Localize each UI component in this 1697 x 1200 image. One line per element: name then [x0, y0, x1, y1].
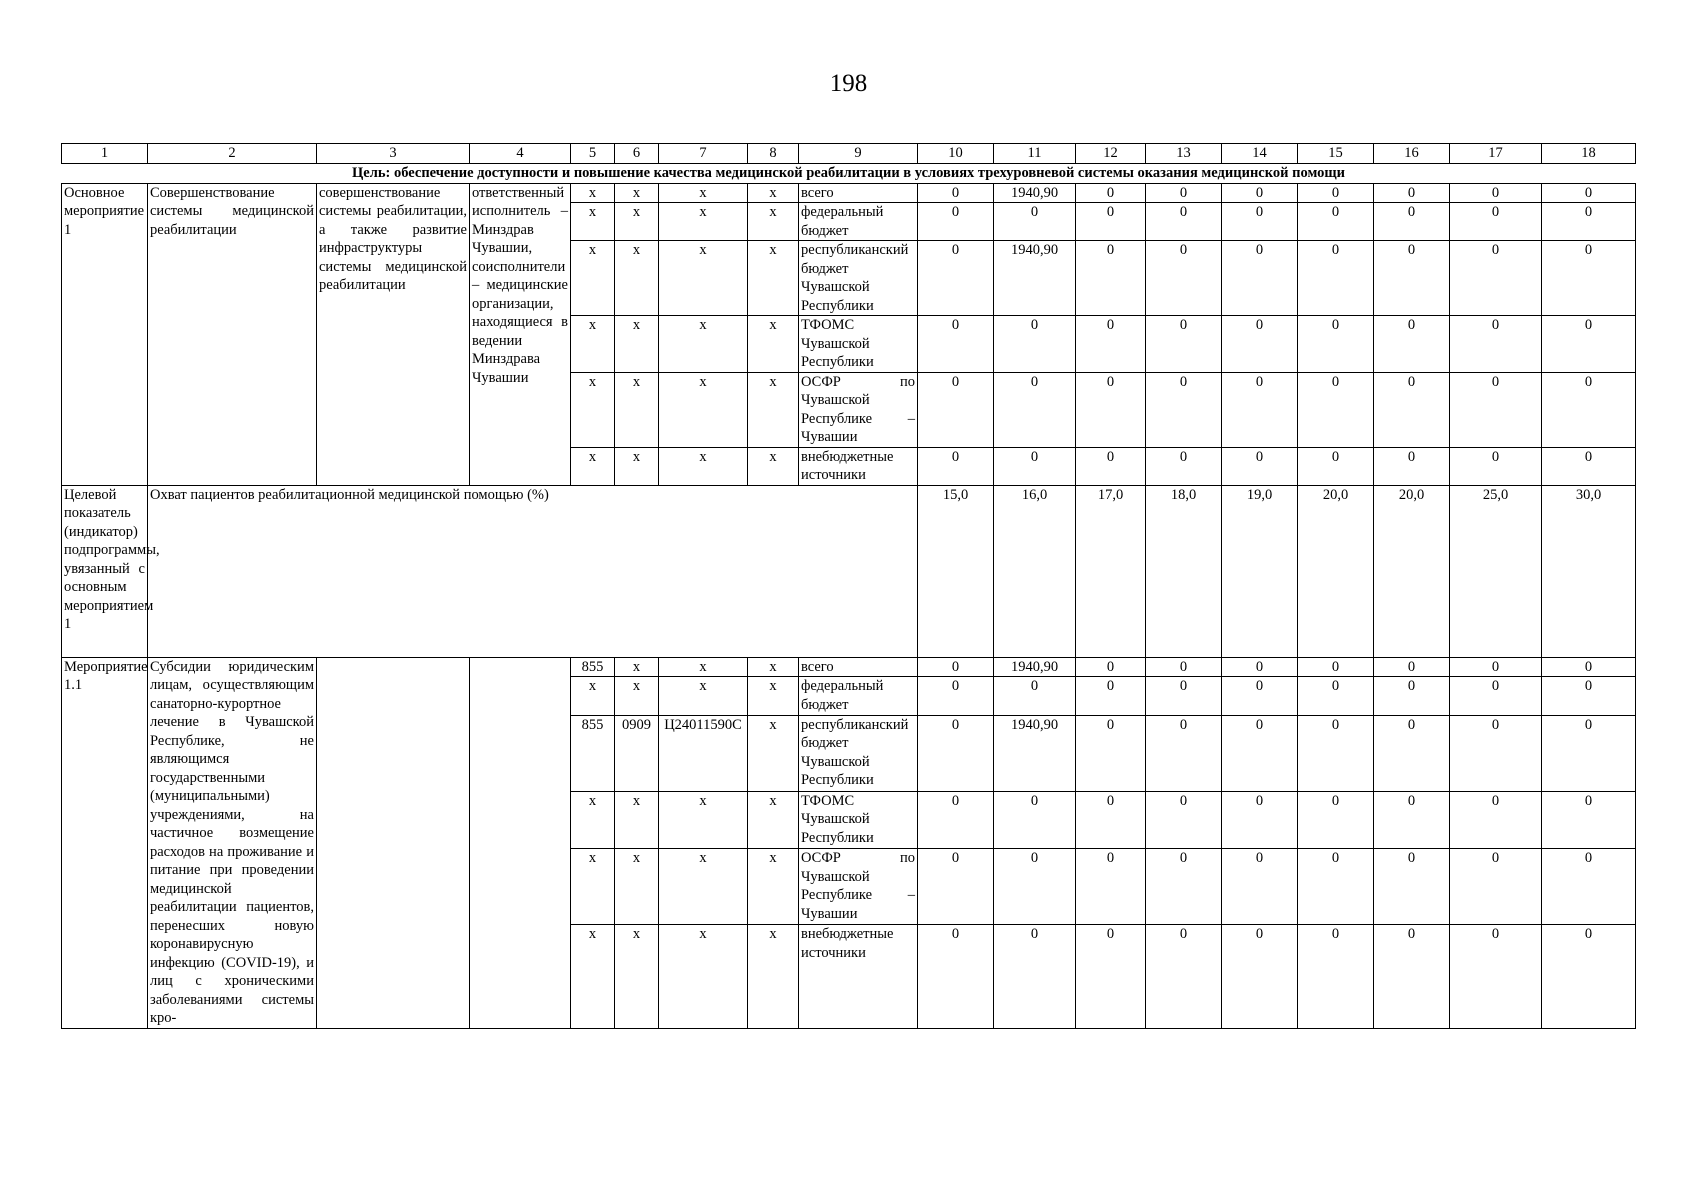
indicator-value: 30,0 [1542, 485, 1636, 657]
header-col-6: 6 [615, 144, 659, 164]
main-event-code-c7: x [659, 241, 748, 316]
main-event-value: 0 [1450, 203, 1542, 241]
event-1-1-value: 0 [1146, 791, 1222, 848]
event-1-1-value: 0 [1450, 849, 1542, 925]
indicator-value: 20,0 [1374, 485, 1450, 657]
main-event-code-c8: x [748, 447, 799, 485]
main-event-value: 0 [918, 316, 994, 373]
event-1-1-value: 0 [1222, 791, 1298, 848]
event-1-1-code-c8: x [748, 791, 799, 848]
event-1-1-code-c5: x [571, 925, 615, 1028]
main-event-value: 0 [1298, 372, 1374, 447]
main-event-code-c8: x [748, 372, 799, 447]
main-event-code-c5: x [571, 241, 615, 316]
main-event-value: 0 [1542, 372, 1636, 447]
main-event-code-c6: x [615, 372, 659, 447]
event-1-1-value: 0 [1374, 849, 1450, 925]
event-1-1-value: 0 [1374, 791, 1450, 848]
event-1-1-value: 0 [918, 849, 994, 925]
event-1-1-value: 0 [994, 849, 1076, 925]
main-event-value: 0 [918, 203, 994, 241]
indicator-value: 25,0 [1450, 485, 1542, 657]
header-col-14: 14 [1222, 144, 1298, 164]
event-1-1-value: 0 [1076, 715, 1146, 791]
event-1-1-code-c7: Ц24011590С [659, 715, 748, 791]
event-1-1-value: 0 [1076, 791, 1146, 848]
header-col-12: 12 [1076, 144, 1146, 164]
main-event-code-c5: x [571, 447, 615, 485]
event-1-1-value: 0 [1076, 925, 1146, 1028]
main-event-code-c6: x [615, 447, 659, 485]
main-event-value: 0 [918, 183, 994, 203]
main-event-value: 0 [1542, 183, 1636, 203]
main-event-col2: Совершенствование системы медицинской реабилитации [148, 183, 317, 485]
event-1-1-value: 0 [1222, 715, 1298, 791]
main-event-source: всего [799, 183, 918, 203]
main-event-value: 0 [1298, 183, 1374, 203]
main-event-col3: совершенствование системы реабилитации, а также развитие инфраструктуры системы медицинской реабилитации [317, 183, 470, 485]
main-event-value: 0 [1298, 241, 1374, 316]
indicator-value: 16,0 [994, 485, 1076, 657]
event-1-1-value: 0 [1298, 715, 1374, 791]
header-col-18: 18 [1542, 144, 1636, 164]
event-1-1-value: 0 [1542, 677, 1636, 716]
main-event-source: ОСФР по Чувашской Республике – Чувашии [799, 372, 918, 447]
event-1-1-value: 0 [1298, 791, 1374, 848]
event-1-1-value: 0 [1076, 657, 1146, 677]
main-event-value: 0 [1146, 183, 1222, 203]
main-event-code-c7: x [659, 447, 748, 485]
header-col-11: 11 [994, 144, 1076, 164]
event-1-1-value: 0 [1450, 791, 1542, 848]
main-event-value: 0 [994, 447, 1076, 485]
event-1-1-code-c7: x [659, 677, 748, 716]
event-1-1-value: 0 [994, 925, 1076, 1028]
main-event-code-c6: x [615, 203, 659, 241]
main-event-value: 0 [1222, 183, 1298, 203]
header-col-16: 16 [1374, 144, 1450, 164]
event-1-1-value: 0 [994, 791, 1076, 848]
event-1-1-value: 0 [1542, 657, 1636, 677]
main-event-value: 0 [1374, 183, 1450, 203]
main-event-source: внебюджетные источники [799, 447, 918, 485]
event-1-1-code-c7: x [659, 657, 748, 677]
main-event-source: ТФОМС Чувашской Республики [799, 316, 918, 373]
event-1-1-value: 0 [1146, 925, 1222, 1028]
event-1-1-code-c8: x [748, 849, 799, 925]
goal-row [62, 164, 1636, 184]
event-1-1-source: ОСФР по Чувашской Республике – Чувашии [799, 849, 918, 925]
event-1-1-value: 0 [1076, 849, 1146, 925]
main-event-value: 0 [1450, 447, 1542, 485]
event-1-1-value: 0 [994, 677, 1076, 716]
main-event-value: 0 [1298, 203, 1374, 241]
main-event-value: 0 [918, 372, 994, 447]
main-event-value: 0 [1076, 372, 1146, 447]
main-event-value: 0 [1298, 447, 1374, 485]
event-1-1-value: 0 [1374, 657, 1450, 677]
event-1-1-code-c5: 855 [571, 657, 615, 677]
main-event-code-c5: x [571, 183, 615, 203]
event-1-1-value: 0 [1542, 791, 1636, 848]
indicator-value: 15,0 [918, 485, 994, 657]
event-1-1-value: 1940,90 [994, 715, 1076, 791]
main-event-value: 0 [1222, 203, 1298, 241]
header-col-2: 2 [148, 144, 317, 164]
indicator-row [62, 485, 1636, 657]
main-event-value: 0 [1374, 316, 1450, 373]
main-event-value: 0 [1076, 447, 1146, 485]
event-1-1-code-c8: x [748, 715, 799, 791]
event-1-1-value: 0 [1542, 925, 1636, 1028]
event-1-1-value: 0 [1222, 677, 1298, 716]
main-event-value: 0 [1222, 316, 1298, 373]
goal-text: Цель: обеспечение доступности и повышение качества медицинской реабилитации в условиях трехуровневой системы оказания медицинской помощи [62, 164, 1636, 184]
main-event-value: 0 [1374, 241, 1450, 316]
main-event-value: 0 [994, 203, 1076, 241]
event-1-1-source: республиканский бюджет Чувашской Республики [799, 715, 918, 791]
header-col-9: 9 [799, 144, 918, 164]
main-event-value: 0 [1450, 372, 1542, 447]
main-event-value: 0 [1146, 203, 1222, 241]
indicator-value: 18,0 [1146, 485, 1222, 657]
event-1-1-code-c8: x [748, 925, 799, 1028]
event-1-1-value: 0 [1146, 849, 1222, 925]
event-1-1-value: 0 [1298, 925, 1374, 1028]
main-event-value: 1940,90 [994, 241, 1076, 316]
event-1-1-code-c6: x [615, 657, 659, 677]
event-1-1-code-c5: 855 [571, 715, 615, 791]
main-event-value: 0 [1542, 447, 1636, 485]
event-1-1-code-c7: x [659, 849, 748, 925]
event-1-1-source: федеральный бюджет [799, 677, 918, 716]
event-1-1-value: 0 [1298, 849, 1374, 925]
main-event-value: 0 [918, 241, 994, 316]
main-event-value: 0 [918, 447, 994, 485]
main-event-value: 1940,90 [994, 183, 1076, 203]
budget-table [61, 143, 1636, 1029]
header-row [62, 144, 1636, 164]
event-1-1-col3 [317, 657, 470, 1028]
main-event-source: федеральный бюджет [799, 203, 918, 241]
event-1-1-value: 0 [1222, 925, 1298, 1028]
indicator-value: 20,0 [1298, 485, 1374, 657]
main-event-value: 0 [1542, 203, 1636, 241]
header-col-3: 3 [317, 144, 470, 164]
main-event-code-c8: x [748, 203, 799, 241]
main-event-col1: Основное мероприятие 1 [62, 183, 148, 485]
header-col-10: 10 [918, 144, 994, 164]
event-1-1-value: 0 [918, 657, 994, 677]
main-event-value: 0 [1222, 372, 1298, 447]
indicator-value: 19,0 [1222, 485, 1298, 657]
main-event-value: 0 [1450, 183, 1542, 203]
header-col-17: 17 [1450, 144, 1542, 164]
event-1-1-source: всего [799, 657, 918, 677]
main-event-value: 0 [1542, 316, 1636, 373]
main-event-value: 0 [1146, 372, 1222, 447]
event-1-1-code-c6: x [615, 849, 659, 925]
event-1-1-value: 0 [1450, 715, 1542, 791]
header-col-5: 5 [571, 144, 615, 164]
event-1-1-value: 0 [1450, 925, 1542, 1028]
main-event-value: 0 [1146, 316, 1222, 373]
header-col-7: 7 [659, 144, 748, 164]
header-col-1: 1 [62, 144, 148, 164]
event-1-1-value: 0 [1146, 677, 1222, 716]
event-1-1-value: 0 [918, 925, 994, 1028]
main-event-value: 0 [1374, 203, 1450, 241]
event-1-1-value: 0 [1374, 925, 1450, 1028]
main-event-row [62, 183, 1636, 203]
main-event-value: 0 [1222, 241, 1298, 316]
event-1-1-code-c8: x [748, 657, 799, 677]
event-1-1-code-c6: x [615, 925, 659, 1028]
event-1-1-value: 0 [1542, 715, 1636, 791]
event-1-1-value: 1940,90 [994, 657, 1076, 677]
event-1-1-value: 0 [1146, 657, 1222, 677]
main-event-code-c7: x [659, 316, 748, 373]
main-event-code-c5: x [571, 203, 615, 241]
event-1-1-col2: Субсидии юридическим лицам, осуществляющим санаторно-курортное лечение в Чувашской Республике, не являющимся государственными (муниципальными) учреждениями, на частичное возмещение расходов на проживание и питание при проведении медицинской реабилитации пациентов, перенесших новую коронавирусную инфекцию (COVID-19), и лиц с хроническими заболеваниями системы кро- [148, 657, 317, 1028]
indicator-label: Целевой показатель (индикатор) подпрограммы, увязанный с основным мероприятием 1 [62, 485, 148, 657]
header-col-4: 4 [470, 144, 571, 164]
main-event-value: 0 [1374, 447, 1450, 485]
event-1-1-value: 0 [1450, 657, 1542, 677]
main-event-value: 0 [1076, 241, 1146, 316]
main-event-value: 0 [1076, 183, 1146, 203]
main-event-code-c8: x [748, 183, 799, 203]
main-event-code-c6: x [615, 316, 659, 373]
main-event-value: 0 [1076, 316, 1146, 373]
event-1-1-value: 0 [1374, 715, 1450, 791]
page-number: 198 [829, 70, 868, 97]
main-event-value: 0 [1450, 316, 1542, 373]
event-1-1-code-c7: x [659, 925, 748, 1028]
event-1-1-value: 0 [918, 791, 994, 848]
event-1-1-value: 0 [1146, 715, 1222, 791]
main-event-source: республиканский бюджет Чувашской Республики [799, 241, 918, 316]
event-1-1-value: 0 [1298, 677, 1374, 716]
main-event-code-c7: x [659, 183, 748, 203]
main-event-code-c8: x [748, 241, 799, 316]
main-event-value: 0 [1298, 316, 1374, 373]
event-1-1-code-c7: x [659, 791, 748, 848]
main-event-value: 0 [994, 372, 1076, 447]
event-1-1-value: 0 [1374, 677, 1450, 716]
event-1-1-col1: Мероприятие 1.1 [62, 657, 148, 1028]
main-event-code-c7: x [659, 203, 748, 241]
event-1-1-code-c8: x [748, 677, 799, 716]
main-event-value: 0 [1146, 447, 1222, 485]
header-col-15: 15 [1298, 144, 1374, 164]
event-1-1-code-c5: x [571, 791, 615, 848]
event-1-1-value: 0 [918, 715, 994, 791]
header-col-13: 13 [1146, 144, 1222, 164]
header-col-8: 8 [748, 144, 799, 164]
indicator-text: Охват пациентов реабилитационной медицинской помощью (%) [148, 485, 918, 657]
event-1-1-col4 [470, 657, 571, 1028]
main-event-code-c6: x [615, 241, 659, 316]
main-event-value: 0 [1542, 241, 1636, 316]
main-event-col4: ответственный исполнитель – Минздрав Чувашии, соисполнители – медицинские организации, находящиеся в ведении Минздрава Чувашии [470, 183, 571, 485]
main-event-value: 0 [994, 316, 1076, 373]
event-1-1-value: 0 [1076, 677, 1146, 716]
event-1-1-value: 0 [1222, 849, 1298, 925]
event-1-1-code-c5: x [571, 849, 615, 925]
event-1-1-value: 0 [1450, 677, 1542, 716]
event-1-1-code-c6: x [615, 677, 659, 716]
main-event-value: 0 [1450, 241, 1542, 316]
main-event-value: 0 [1374, 372, 1450, 447]
main-event-code-c5: x [571, 372, 615, 447]
event-1-1-value: 0 [1542, 849, 1636, 925]
event-1-1-code-c6: 0909 [615, 715, 659, 791]
event-1-1-source: ТФОМС Чувашской Республики [799, 791, 918, 848]
main-event-value: 0 [1146, 241, 1222, 316]
main-event-code-c7: x [659, 372, 748, 447]
event-1-1-code-c5: x [571, 677, 615, 716]
main-event-code-c5: x [571, 316, 615, 373]
event-1-1-value: 0 [918, 677, 994, 716]
main-event-value: 0 [1222, 447, 1298, 485]
indicator-value: 17,0 [1076, 485, 1146, 657]
event-1-1-code-c6: x [615, 791, 659, 848]
main-event-value: 0 [1076, 203, 1146, 241]
main-event-code-c6: x [615, 183, 659, 203]
event-1-1-source: внебюджетные источники [799, 925, 918, 1028]
event-1-1-value: 0 [1222, 657, 1298, 677]
event-1-1-row [62, 657, 1636, 677]
event-1-1-value: 0 [1298, 657, 1374, 677]
main-event-code-c8: x [748, 316, 799, 373]
